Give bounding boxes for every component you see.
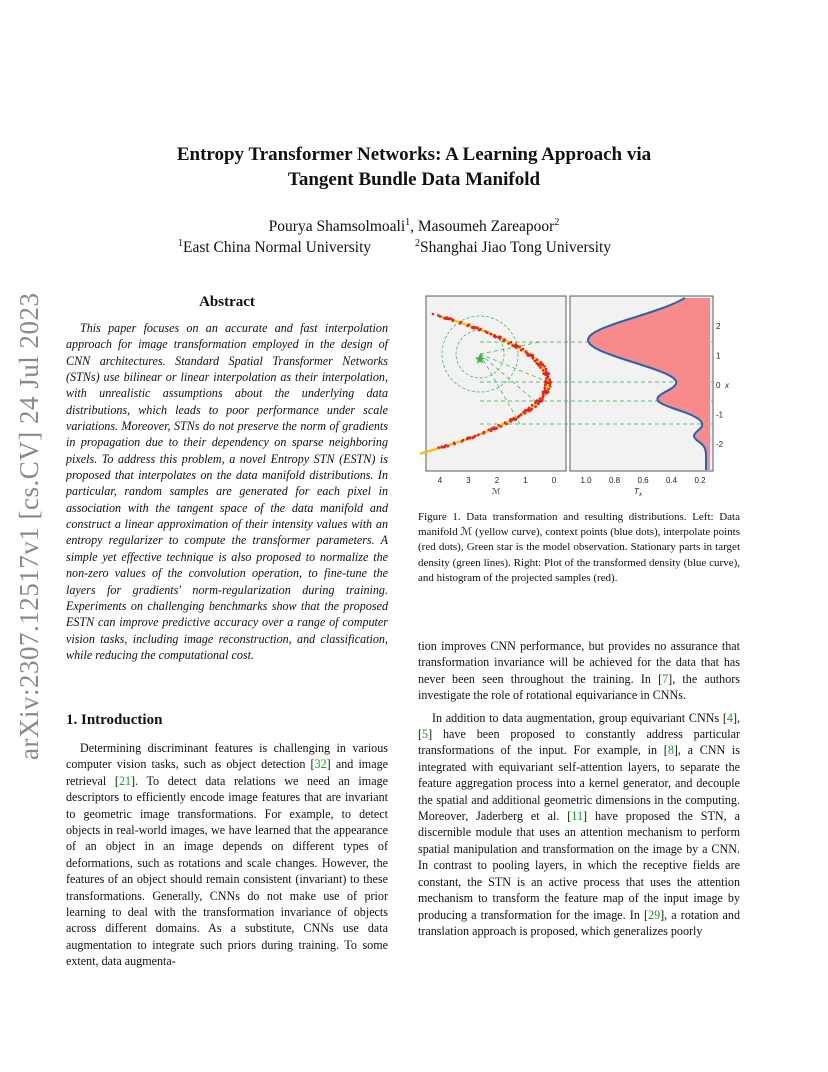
interp-point [490,430,493,433]
interp-point [439,315,442,318]
text-run: ]. To detect data relations we need an image descriptors to efficiently encode image features that are invariant to geometric image transformations. For example, to detect objects in real-world images, we have learned that the appearance of an object in an image depends on different types of deformations, such as rotations and scale changes. However, the features of an object should remain consistent (invariant) to these transformations. Generally, CNNs do not make use of prior learning to deal with the transformation invariance of objects across different domains. As a substitute, CNNs use data augmentation to integrate such priors during training. To some extent, data augmenta- [66,773,388,969]
interp-point [447,445,450,448]
interp-point [441,446,444,449]
interp-point [515,346,518,349]
interp-point [466,325,469,328]
interp-point [432,313,435,316]
affiliation-1 [178,238,371,258]
author-2: Masoumeh Zareapoor [417,218,555,235]
text-run: ], a CNN is integrated with equivariant self-attention layers, to separate the feature aggregation process into a kernel generator, and decouple the spatial and additional geometric dimensions in the computing. Moreover, Jaderberg et al. [ [418,743,740,824]
left-x-tick: 1 [523,476,528,485]
right-y-tick: 1 [716,351,721,361]
interp-point [537,403,540,406]
right-x-tick: 0.8 [608,476,621,485]
citation-link[interactable]: 11 [571,809,583,824]
author-1-sup: 1 [405,217,411,228]
right-x-ticks [580,476,706,485]
interp-point [519,346,522,349]
right-x-label-sub: x [638,492,642,498]
text-run: tion improves CNN performance, but provides no assurance that transformation invariance will be achieved for the data that has never been seen throughout the training. In [ [418,639,740,686]
text-run: ] have proposed the STN, a discernible module that uses an attention mechanism to perform spatial manipulation and transformation on the image by a CNN. In contrast to pooling layers, in which the receptive fields are constant, the STN is an active process that uses the attention mechanism to transform the feature map of the input image by producing a transformation for the image. In [ [418,809,740,922]
interp-point [539,366,542,369]
affil-2-text: Shanghai Jiao Tong University [420,239,612,256]
right-x-tick: 0.2 [694,476,706,485]
abstract-body: This paper focuses on an accurate and fast interpolation approach for image transformation employed in the design of CNN architectures. Standard Spatial Transformer Networks (STNs) use bilinear or linear interpolation as their interpolation, with unrealistic assumptions about the underlying data distributions, which leads to poor performance under scale variations. Moreover, STNs do not preserve the norm of gradients in propagation due to their dependency on sparse neighboring pixels. To address this problem, a novel Entropy STN (ESTN) is proposed that interpolates on the data manifold distributions. In particular, random samples are generated for each pixel in association with the tangent space of the data manifold and construct a linear approximation of their intensity values with an entropy regularizer to compute the transformer parameters. A simple yet effective technique is also proposed to normalize the non-zero values of the convolution operation, to fine-tune the layers for gradients' norm-regularization during training. Experiments on challenging benchmarks show that the proposed ESTN can improve predictive accuracy over a range of computer vision tasks, including image reconstruction, and classification, while reducing the computational cost. [66,321,388,662]
interp-point [545,392,548,395]
citation-link[interactable]: 4 [726,710,733,725]
citation-link[interactable]: 32 [314,757,327,772]
interp-point [487,429,490,432]
right-x-tick: 1.0 [580,476,592,485]
interp-point [469,437,472,440]
author-2-sup: 2 [554,217,560,228]
right-y-tick: -1 [716,410,724,420]
interp-point [507,342,510,345]
interp-point [490,333,493,336]
interp-point [476,327,479,330]
intro-column-right [418,638,740,939]
interp-point [472,327,475,330]
right-y-label: x [725,381,729,390]
intro-paragraph-3 [418,710,740,940]
interp-point [437,446,440,449]
interp-point [520,349,523,352]
interp-point [513,345,516,348]
text-run: ], [ [418,710,740,742]
interp-point [528,354,531,357]
right-y-tick: 0 [716,381,721,390]
interp-point [499,337,502,340]
right-y-tick: 2 [716,322,721,331]
interp-point [447,318,450,321]
interp-point [502,340,505,343]
interp-point [517,416,520,419]
intro-paragraph-1 [66,740,388,970]
citation-link[interactable]: 5 [422,727,429,742]
interp-point [528,410,531,413]
interp-point [466,438,469,441]
interp-point [482,432,485,435]
interp-point [510,420,513,423]
section-heading-introduction: 1. Introduction [66,712,163,728]
arxiv-stamp: arXiv:2307.12517v1 [cs.CV] 24 Jul 2023 [14,292,44,760]
interp-point [537,364,540,367]
interp-point [494,336,497,339]
interp-point [477,433,480,436]
interp-point [536,358,539,361]
left-x-label: ℳ [491,487,501,496]
interp-point [490,427,493,430]
affil-1-text: East China Normal University [183,239,372,256]
paper-title [0,142,828,192]
title-line-1: Entropy Transformer Networks: A Learning Approach via [176,144,652,165]
intro-column-left [66,740,388,970]
left-x-ticks [438,476,557,485]
right-x-label-main: T [634,487,639,496]
citation-link[interactable]: 21 [118,773,132,788]
interp-point [543,365,546,368]
text-run: ], the authors investigate the role of rotational equivariance in CNNs. [418,671,740,703]
intro-paragraph-2 [418,638,740,704]
right-x-label [634,487,643,498]
left-x-tick: 3 [466,476,471,485]
interp-point [534,360,537,363]
interp-point [542,369,545,372]
interp-point [539,397,542,400]
interp-point [459,322,462,325]
citation-link[interactable]: 7 [662,671,669,686]
interp-point [549,383,552,386]
interp-point [443,446,446,449]
interp-point [500,425,503,428]
interp-point [532,357,535,360]
interp-point [545,377,548,380]
right-y-ticks [716,322,724,449]
text-run: In addition to data augmentation, group equivariant CNNs [ [432,710,727,725]
interp-point [510,341,513,344]
interp-point [452,320,455,323]
interp-point [478,329,481,332]
citation-link[interactable]: 29 [648,907,661,922]
affiliation-2 [415,238,611,258]
author-1: Pourya Shamsolmoali [268,218,406,235]
interp-point [486,332,489,335]
interp-point [547,388,550,391]
affil-1-sup: 1 [178,238,183,249]
interp-point [545,368,548,371]
right-x-tick: 0.6 [637,476,649,485]
interp-point [494,428,497,431]
text-run: ], a rotation and translation approach is proposed, which generalizes poorly [418,907,740,938]
interp-point [549,385,552,388]
left-x-tick: 0 [551,476,557,485]
interp-point [461,440,464,443]
affil-2-sup: 2 [415,238,420,249]
interp-point [534,405,537,408]
right-x-tick: 0.4 [665,476,678,485]
abstract-heading: Abstract [199,294,255,310]
authors: Pourya Shamsolmoali$^1$, Masoumeh Zareapoor$^2$ [268,217,560,235]
interp-point [531,404,534,407]
interp-point [544,387,547,390]
text-run: ] have been proposed to constantly address particular transformations of the input. For example, in [ [418,727,740,758]
figure-1-caption: Figure 1. Data transformation and resulting distributions. Left: Data manifold ℳ (yellow curve), context points (blue dots), interpolate points (red dots), Green star is the model observation. Stationary parts in target density (green lines). Right: Plot of the transformed density (blue curve), and histogram of the projected samples (red). [418,511,740,584]
interp-point [472,436,475,439]
text-run: ] and image retrieval [ [66,757,388,788]
interp-point [542,396,545,399]
left-x-tick: 4 [437,476,443,485]
interp-point [524,412,527,415]
interp-point [497,424,500,427]
title-line-2: Tangent Bundle Data Manifold [287,169,541,190]
interp-point [505,423,508,426]
text-run: Determining discriminant features is challenging in various computer vision tasks, such as object detection [ [66,741,388,772]
left-x-tick: 2 [494,476,500,485]
figure-1 [420,290,740,500]
interp-point [544,384,547,387]
interp-point [534,401,537,404]
citation-link[interactable]: 8 [667,743,674,758]
right-y-tick: -2 [716,440,724,449]
interp-point [453,443,456,446]
